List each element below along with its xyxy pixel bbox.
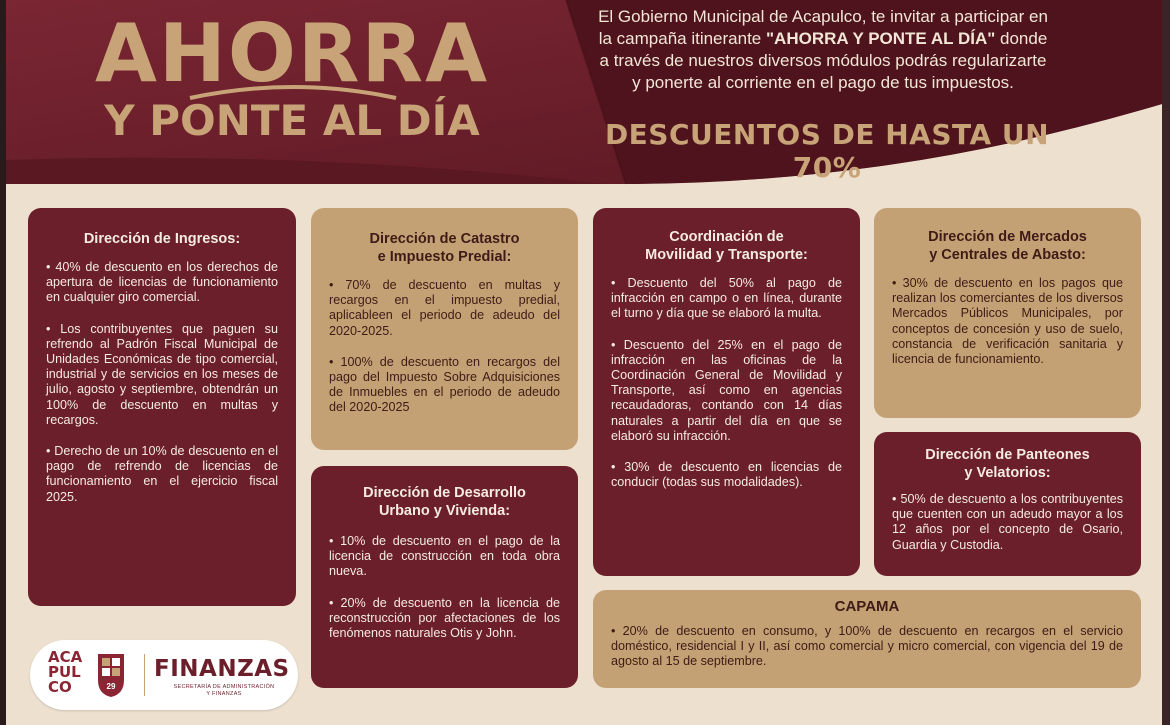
card-title <box>611 228 842 264</box>
card-coordinacion-movilidad <box>593 208 860 576</box>
finanzas-subtitle-line1: SECRETARÍA DE ADMINISTRACIÓN <box>173 684 275 690</box>
acapulco-logo-line1: ACA <box>48 648 83 666</box>
card-title <box>329 230 560 266</box>
card-item: • 10% de descuento en el pago de la licencia de construcción en toda obra nueva. <box>329 534 560 579</box>
finanzas-logo-title: FINANZAS <box>154 656 290 682</box>
card-title <box>892 228 1123 264</box>
card-title-line1: Dirección de Mercados <box>928 229 1087 245</box>
finanzas-subtitle-line2: Y FINANZAS <box>206 691 242 697</box>
intro-text-end: donde a través de nuestros diversos módulos podrás regularizarte y ponerte al corriente en el pago de tus impuestos. <box>599 29 1048 92</box>
right-edge-shadow <box>1162 0 1170 725</box>
card-direccion-ingresos <box>28 208 296 606</box>
municipal-shield-icon <box>96 652 126 698</box>
discount-headline: DESCUENTOS DE HASTA UN 70% <box>604 118 1050 184</box>
card-title: CAPAMA <box>834 598 900 615</box>
intro-text <box>598 6 1048 94</box>
card-title-line1: Dirección de Panteones <box>925 447 1090 463</box>
card-title <box>329 484 560 520</box>
card-item: • 100% de descuento en recargos del pago del Impuesto Sobre Adquisiciones de Inmuebles en el periodo de adeudo del 2020-2025 <box>329 354 560 415</box>
card-item: • Los contribuyentes que paguen su refrendo al Padrón Fiscal Municipal de Unidades Económicas de tipo comercial, industrial y de servicios en los meses de julio, agosto y septiembre, obtendrán un 100% de descuento en multas y recargos. <box>46 321 278 427</box>
card-item: • 50% de descuento a los contribuyentes que cuenten con un adeudo mayor a los 12 años por el concepto de Osario, Guardia y Custodia. <box>892 492 1123 552</box>
intro-text-start: El Gobierno Municipal de Acapulco, te invitar a participar en la campaña itinerante <box>598 7 1048 48</box>
acapulco-logo-line2: PUL <box>48 663 81 681</box>
card-title-line2: y Centrales de Abasto: <box>929 247 1086 263</box>
card-item: • Descuento del 50% al pago de infracción en campo o en línea, durante el turno y día que se elaboró la multa. <box>611 276 842 321</box>
card-item: • 30% de descuento en licencias de conducir (todas sus modalidades). <box>611 460 842 490</box>
card-title-line2: Urbano y Vivienda: <box>378 503 511 519</box>
logo-divider <box>144 654 145 696</box>
shield-number: 29 <box>106 682 116 691</box>
finanzas-logo-subtitle <box>154 684 294 698</box>
card-title-line1: Coordinación de <box>669 229 784 245</box>
card-item: • 70% de descuento en multas y recargos en el impuesto predial, aplicableen el periodo de adeudo del 2020-2025. <box>329 278 560 338</box>
card-item: • 20% de descuento en consumo, y 100% de descuento en recargos en el servicio doméstico, residencial I y II, así como comercial y micro comercial, con vigencia del 19 de agosto al 15 de septiembre. <box>611 624 1123 669</box>
card-title-line1: Dirección de Desarrollo <box>363 485 526 501</box>
intro-campaign-name: "AHORRA Y PONTE AL DÍA" <box>766 29 996 48</box>
card-title-line2: Movilidad y Transporte: <box>645 247 808 263</box>
card-item: • 30% de descuento en los pagos que realizan los comerciantes de los diversos Mercados Públicos Municipales, por conceptos de concesión y uso de suelo, constancia de verificación sanitaria y licencia de funcionamiento. <box>892 276 1123 367</box>
campaign-subtitle: Y PONTE AL DÍA <box>104 96 480 145</box>
footer-logos <box>30 640 298 710</box>
card-title-line1: Dirección de Catastro <box>369 231 520 247</box>
card-title: Dirección de Ingresos: <box>83 231 241 247</box>
card-item: • 40% de descuento en los derechos de apertura de licencias de funcionamiento en cualquier giro comercial. <box>46 260 278 305</box>
card-capama <box>593 590 1141 688</box>
card-item: • 20% de descuento en la licencia de reconstrucción por afectaciones de los fenómenos naturales Otis y John. <box>329 595 560 641</box>
acapulco-logo <box>48 650 100 695</box>
card-title-line2: y Velatorios: <box>964 465 1051 481</box>
campaign-title: AHORRA <box>95 7 489 100</box>
card-item: • Derecho de un 10% de descuento en el pago de refrendo de licencias de funcionamiento en el ejercicio fiscal 2025. <box>46 444 278 504</box>
card-title-line2: e Impuesto Predial: <box>377 249 512 265</box>
card-direccion-mercados <box>874 208 1141 418</box>
card-title <box>892 446 1123 482</box>
card-item: • Descuento del 25% en el pago de infracción en las oficinas de la Coordinación General de Movilidad y Transporte, así como en agencias recaudadoras, contando con 14 días naturales a partir del día en que se elaboró su infracción. <box>611 337 842 443</box>
acapulco-logo-line3: CO <box>48 678 72 696</box>
card-direccion-catastro <box>311 208 578 450</box>
card-direccion-desarrollo-urbano <box>311 466 578 688</box>
card-direccion-panteones <box>874 432 1141 576</box>
